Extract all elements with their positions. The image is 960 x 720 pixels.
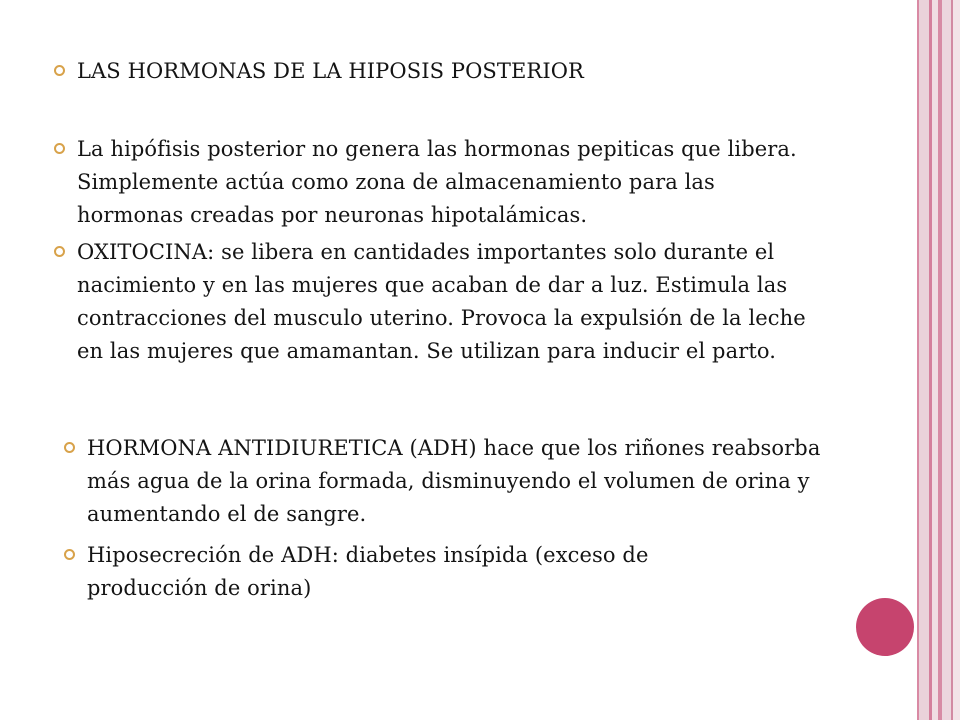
bullet-hipofisis: [54, 133, 824, 232]
bullet-adh: [64, 432, 824, 531]
bullet-circle-icon: [54, 246, 65, 257]
decorative-stripe: [919, 0, 929, 720]
decorative-circle: [856, 598, 914, 656]
decorative-stripe: [953, 0, 960, 720]
bullet-circle-icon: [64, 442, 75, 453]
decorative-stripe: [942, 0, 951, 720]
bullet-text: OXITOCINA: se libera en cantidades importantes solo durante el nacimiento y en las mujeres que acaban de dar a luz. Estimula las contracciones del musculo uterino. Provoca la expulsión de la leche en las mujeres que amamantan. Se utilizan para inducir el parto.: [77, 240, 806, 363]
bullet-circle-icon: [54, 143, 65, 154]
bullet-title: [54, 55, 774, 88]
bullet-text: LAS HORMONAS DE LA HIPOSIS POSTERIOR: [77, 59, 584, 83]
bullet-circle-icon: [54, 65, 65, 76]
bullet-text: Hiposecreción de ADH: diabetes insípida (exceso de producción de orina): [87, 543, 649, 600]
bullet-oxitocina: [54, 236, 824, 368]
bullet-hiposecrecion: [64, 539, 764, 605]
bullet-circle-icon: [64, 549, 75, 560]
bullet-text: HORMONA ANTIDIURETICA (ADH) hace que los riñones reabsorba más agua de la orina formada, disminuyendo el volumen de orina y aumentando el de sangre.: [87, 436, 821, 526]
bullet-text: La hipófisis posterior no genera las hormonas pepiticas que libera. Simplemente actúa como zona de almacenamiento para las hormonas creadas por neuronas hipotalámicas.: [77, 137, 797, 227]
